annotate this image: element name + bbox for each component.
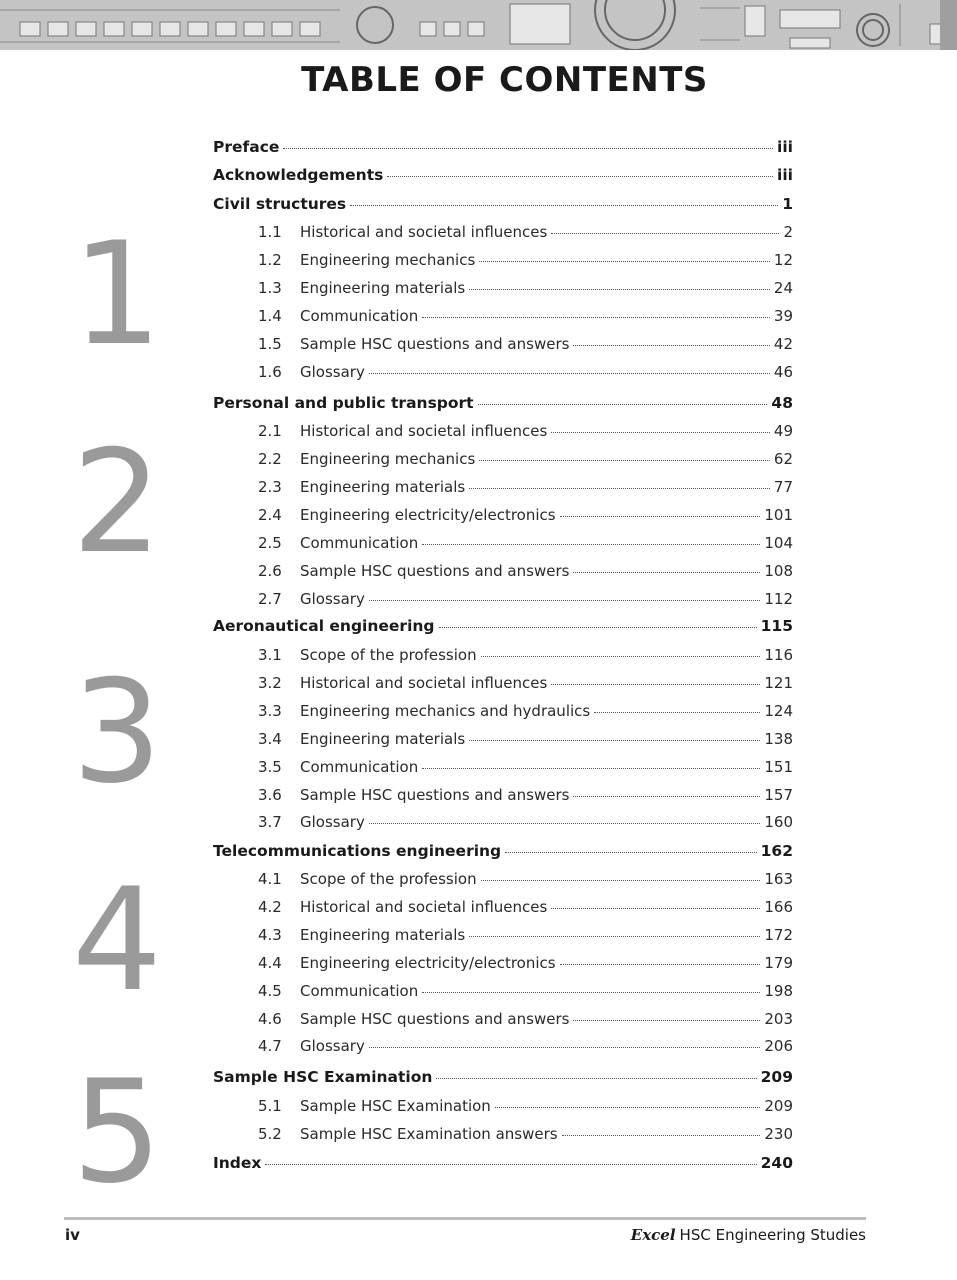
toc-section-entry[interactable] <box>258 1097 793 1115</box>
book-title: HSC Engineering Studies <box>679 1226 866 1244</box>
entry-title: Sample HSC questions and answers <box>300 335 570 353</box>
entry-page-number: 77 <box>773 478 793 496</box>
entry-page-number: 163 <box>764 870 793 888</box>
entry-page-number: 104 <box>764 534 793 552</box>
page-title: TABLE OF CONTENTS <box>301 60 708 100</box>
chapter-number-1: 1 <box>71 212 163 377</box>
section-number: 1.6 <box>258 363 282 381</box>
dot-leader <box>551 432 770 433</box>
dot-leader <box>422 317 770 318</box>
entry-page-number: 48 <box>771 394 793 412</box>
entry-title: Glossary <box>300 1037 365 1055</box>
dot-leader <box>283 148 773 149</box>
entry-title: Historical and societal influences <box>300 674 548 692</box>
entry-page-number: 112 <box>764 590 793 608</box>
dot-leader <box>573 572 760 573</box>
toc-chapter-entry[interactable] <box>213 617 793 635</box>
section-number: 2.3 <box>258 478 282 496</box>
dot-leader <box>387 176 773 177</box>
toc-section-entry[interactable] <box>258 730 793 748</box>
dot-leader <box>505 852 756 853</box>
chapter-number-3: 3 <box>71 650 163 815</box>
entry-title: Aeronautical engineering <box>213 617 435 635</box>
footer-rule <box>64 1217 866 1220</box>
toc-section-entry[interactable] <box>258 758 793 776</box>
toc-chapter-entry[interactable] <box>213 1154 793 1172</box>
section-number: 2.4 <box>258 506 282 524</box>
dot-leader <box>422 768 760 769</box>
entry-page-number: 1 <box>782 195 793 213</box>
section-number: 1.1 <box>258 223 282 241</box>
section-number: 2.6 <box>258 562 282 580</box>
toc-chapter-entry[interactable] <box>213 195 793 213</box>
dot-leader <box>594 712 760 713</box>
entry-title: Preface <box>213 138 280 156</box>
toc-section-entry[interactable] <box>258 422 793 440</box>
dot-leader <box>436 1078 756 1079</box>
chapter-number-5: 5 <box>71 1050 163 1215</box>
toc-section-entry[interactable] <box>258 786 793 804</box>
toc-section-entry[interactable] <box>258 813 793 831</box>
section-number: 3.4 <box>258 730 282 748</box>
entry-title: Sample HSC questions and answers <box>300 562 570 580</box>
toc-section-entry[interactable] <box>258 646 793 664</box>
dot-leader <box>422 992 760 993</box>
toc-section-entry[interactable] <box>258 1010 793 1028</box>
entry-page-number: 115 <box>760 617 793 635</box>
entry-page-number: 39 <box>773 307 793 325</box>
entry-title: Sample HSC Examination answers <box>300 1125 558 1143</box>
toc-section-entry[interactable] <box>258 870 793 888</box>
dot-leader <box>479 460 770 461</box>
toc-section-entry[interactable] <box>258 898 793 916</box>
section-number: 3.6 <box>258 786 282 804</box>
entry-title: Engineering mechanics <box>300 251 476 269</box>
toc-section-entry[interactable] <box>258 702 793 720</box>
dot-leader <box>479 261 770 262</box>
entry-title: Index <box>213 1154 262 1172</box>
entry-page-number: 206 <box>764 1037 793 1055</box>
entry-page-number: 172 <box>764 926 793 944</box>
toc-section-entry[interactable] <box>258 478 793 496</box>
dot-leader <box>369 1047 761 1048</box>
dot-leader <box>469 936 760 937</box>
entry-title: Telecommunications engineering <box>213 842 502 860</box>
entry-page-number: 162 <box>760 842 793 860</box>
toc-section-entry[interactable] <box>258 534 793 552</box>
section-number: 4.7 <box>258 1037 282 1055</box>
toc-section-entry[interactable] <box>258 562 793 580</box>
entry-page-number: 198 <box>764 982 793 1000</box>
entry-page-number: 209 <box>764 1097 793 1115</box>
dot-leader <box>495 1107 761 1108</box>
section-number: 3.2 <box>258 674 282 692</box>
toc-section-entry[interactable] <box>258 1037 793 1055</box>
entry-page-number: 138 <box>764 730 793 748</box>
dot-leader <box>560 964 761 965</box>
entry-title: Engineering mechanics <box>300 450 476 468</box>
entry-title: Scope of the profession <box>300 646 477 664</box>
toc-chapter-entry[interactable] <box>213 166 793 184</box>
toc-section-entry[interactable] <box>258 590 793 608</box>
dot-leader <box>469 488 770 489</box>
entry-page-number: 49 <box>773 422 793 440</box>
entry-title: Sample HSC questions and answers <box>300 1010 570 1028</box>
entry-page-number: iii <box>777 138 793 156</box>
entry-title: Glossary <box>300 813 365 831</box>
entry-page-number: 157 <box>764 786 793 804</box>
entry-title: Engineering materials <box>300 730 466 748</box>
dot-leader <box>551 233 779 234</box>
entry-title: Historical and societal influences <box>300 422 548 440</box>
entry-page-number: 42 <box>773 335 793 353</box>
entry-page-number: 108 <box>764 562 793 580</box>
entry-page-number: 12 <box>773 251 793 269</box>
toc-section-entry[interactable] <box>258 251 793 269</box>
entry-page-number: 151 <box>764 758 793 776</box>
entry-title: Personal and public transport <box>213 394 474 412</box>
entry-page-number: 116 <box>764 646 793 664</box>
entry-title: Communication <box>300 982 419 1000</box>
section-number: 4.5 <box>258 982 282 1000</box>
toc-section-entry[interactable] <box>258 223 793 241</box>
section-number: 3.7 <box>258 813 282 831</box>
entry-page-number: 209 <box>760 1068 793 1086</box>
dot-leader <box>369 373 770 374</box>
dot-leader <box>481 656 761 657</box>
toc-section-entry[interactable] <box>258 307 793 325</box>
dot-leader <box>350 205 778 206</box>
dot-leader <box>573 796 760 797</box>
toc-section-entry[interactable] <box>258 1125 793 1143</box>
entry-page-number: 62 <box>773 450 793 468</box>
entry-page-number: 46 <box>773 363 793 381</box>
section-number: 1.4 <box>258 307 282 325</box>
section-number: 3.3 <box>258 702 282 720</box>
entry-title: Acknowledgements <box>213 166 384 184</box>
dot-leader <box>369 600 761 601</box>
entry-page-number: 179 <box>764 954 793 972</box>
section-number: 4.4 <box>258 954 282 972</box>
toc-section-entry[interactable] <box>258 506 793 524</box>
section-number: 3.5 <box>258 758 282 776</box>
chapter-number-4: 4 <box>71 858 163 1023</box>
section-number: 1.5 <box>258 335 282 353</box>
toc-chapter-entry[interactable] <box>213 138 793 156</box>
toc-section-entry[interactable] <box>258 982 793 1000</box>
dot-leader <box>573 1020 760 1021</box>
toc-section-entry[interactable] <box>258 335 793 353</box>
entry-page-number: 121 <box>764 674 793 692</box>
entry-title: Communication <box>300 758 419 776</box>
entry-page-number: 166 <box>764 898 793 916</box>
entry-title: Historical and societal influences <box>300 898 548 916</box>
section-number: 1.2 <box>258 251 282 269</box>
toc-section-entry[interactable] <box>258 674 793 692</box>
section-number: 3.1 <box>258 646 282 664</box>
brand-name: Excel <box>630 1226 676 1244</box>
section-number: 5.2 <box>258 1125 282 1143</box>
entry-page-number: 203 <box>764 1010 793 1028</box>
toc-section-entry[interactable] <box>258 450 793 468</box>
section-number: 4.6 <box>258 1010 282 1028</box>
dot-leader <box>469 740 760 741</box>
section-number: 4.3 <box>258 926 282 944</box>
entry-title: Engineering materials <box>300 478 466 496</box>
entry-page-number: 2 <box>783 223 793 241</box>
entry-page-number: 124 <box>764 702 793 720</box>
section-number: 4.2 <box>258 898 282 916</box>
toc-chapter-entry[interactable] <box>213 1068 793 1086</box>
entry-title: Engineering mechanics and hydraulics <box>300 702 591 720</box>
section-number: 2.7 <box>258 590 282 608</box>
dot-leader <box>469 289 770 290</box>
dot-leader <box>573 345 769 346</box>
entry-title: Sample HSC Examination <box>300 1097 491 1115</box>
dot-leader <box>265 1164 756 1165</box>
dot-leader <box>551 684 760 685</box>
entry-title: Scope of the profession <box>300 870 477 888</box>
toc-section-entry[interactable] <box>258 279 793 297</box>
dot-leader <box>551 908 760 909</box>
entry-page-number: 101 <box>764 506 793 524</box>
entry-page-number: 230 <box>764 1125 793 1143</box>
entry-title: Historical and societal influences <box>300 223 548 241</box>
dot-leader <box>478 404 768 405</box>
toc-section-entry[interactable] <box>258 954 793 972</box>
entry-page-number: 240 <box>760 1154 793 1172</box>
dot-leader <box>439 627 757 628</box>
section-number: 4.1 <box>258 870 282 888</box>
entry-title: Sample HSC questions and answers <box>300 786 570 804</box>
entry-page-number: 24 <box>773 279 793 297</box>
section-number: 1.3 <box>258 279 282 297</box>
entry-title: Sample HSC Examination <box>213 1068 433 1086</box>
toc-section-entry[interactable] <box>258 363 793 381</box>
dot-leader <box>422 544 760 545</box>
entry-title: Communication <box>300 534 419 552</box>
section-number: 2.2 <box>258 450 282 468</box>
entry-title: Engineering materials <box>300 926 466 944</box>
entry-title: Glossary <box>300 363 365 381</box>
page-number: iv <box>65 1226 80 1244</box>
section-number: 2.1 <box>258 422 282 440</box>
dot-leader <box>562 1135 761 1136</box>
footer-book-title <box>631 1226 866 1244</box>
entry-title: Glossary <box>300 590 365 608</box>
entry-title: Engineering materials <box>300 279 466 297</box>
dot-leader <box>560 516 761 517</box>
entry-title: Engineering electricity/electronics <box>300 954 556 972</box>
section-number: 5.1 <box>258 1097 282 1115</box>
chapter-number-2: 2 <box>71 420 163 585</box>
entry-title: Engineering electricity/electronics <box>300 506 556 524</box>
dot-leader <box>481 880 761 881</box>
toc-chapter-entry[interactable] <box>213 842 793 860</box>
dot-leader <box>369 823 761 824</box>
entry-title: Civil structures <box>213 195 347 213</box>
entry-page-number: iii <box>777 166 793 184</box>
entry-page-number: 160 <box>764 813 793 831</box>
toc-chapter-entry[interactable] <box>213 394 793 412</box>
section-number: 2.5 <box>258 534 282 552</box>
entry-title: Communication <box>300 307 419 325</box>
toc-section-entry[interactable] <box>258 926 793 944</box>
